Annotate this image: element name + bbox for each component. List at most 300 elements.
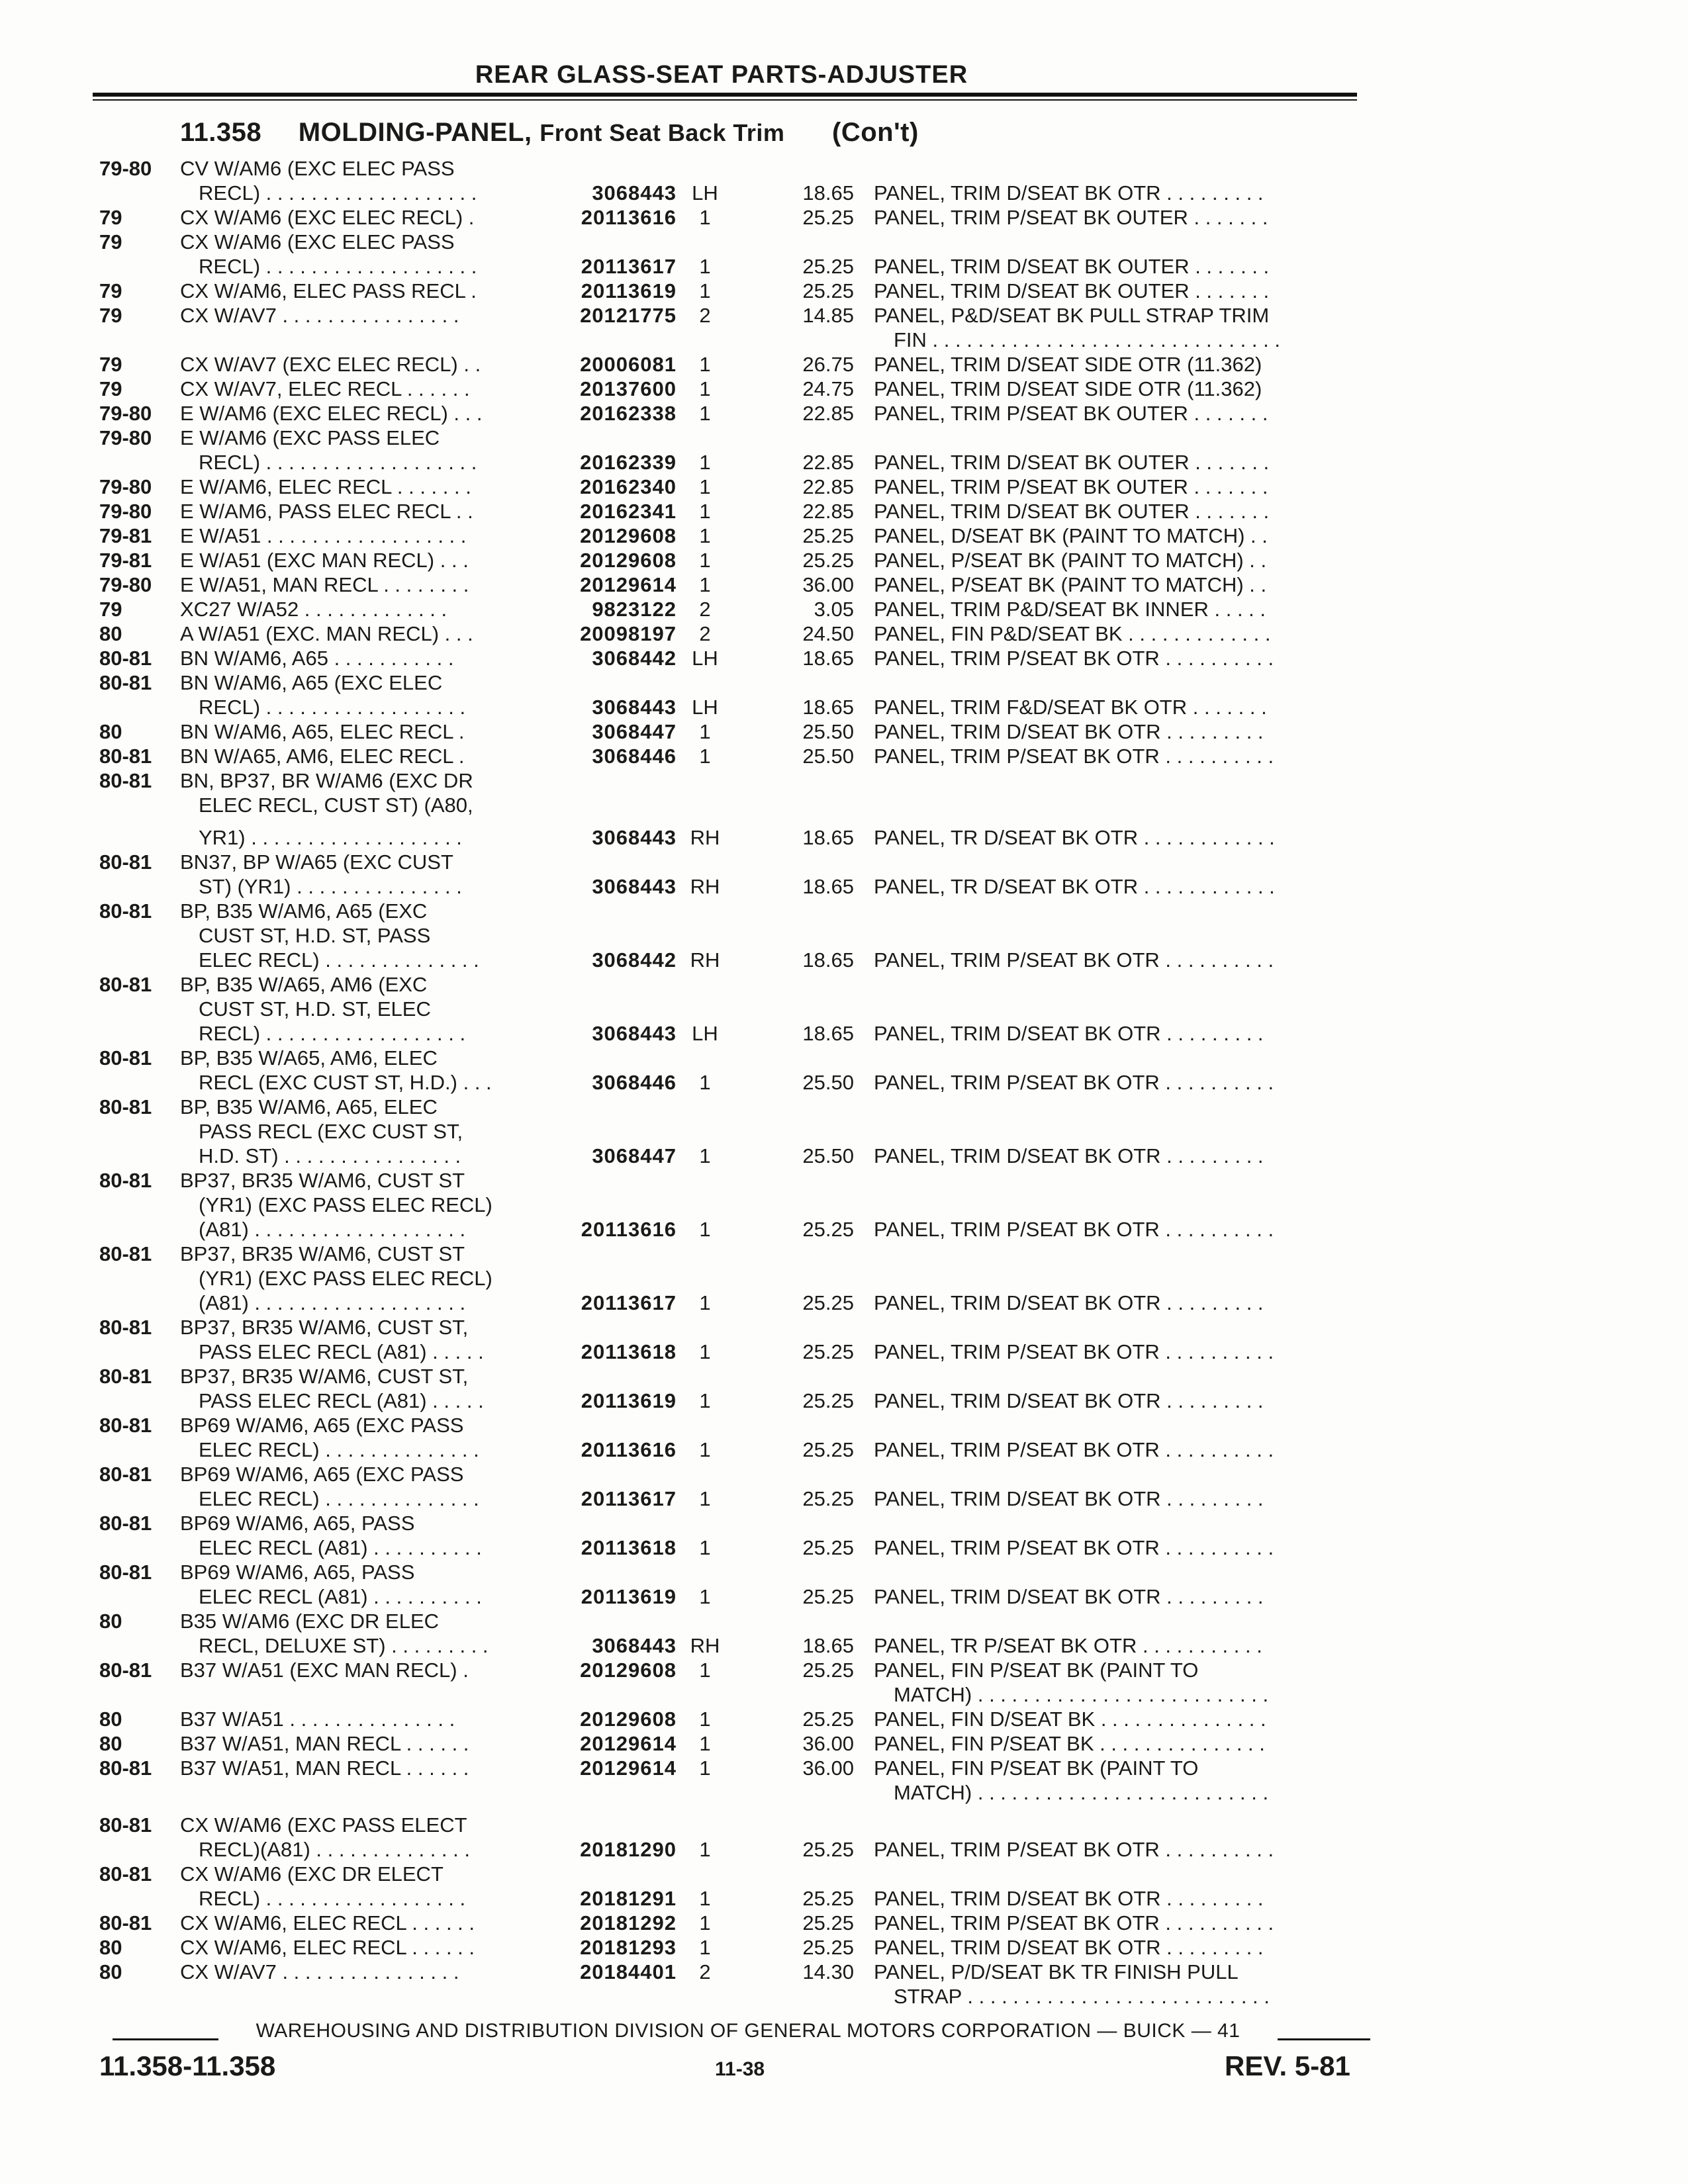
usage-description-cell: RECL, DELUXE ST) . . . . . . . . . (199, 1634, 489, 1657)
table-row (0, 475, 1688, 499)
part-number-cell: 20129614 (580, 1756, 677, 1780)
model-year-cell: 79 (99, 377, 122, 400)
table-row (0, 1070, 1688, 1095)
part-name-cell: PANEL, TRIM P/SEAT BK OTR . . . . . . . . . . (874, 1071, 1274, 1094)
table-row (0, 1731, 1688, 1756)
part-number-cell: 20113618 (581, 1340, 677, 1363)
usage-description-cell: CV W/AM6 (EXC ELEC PASS (180, 157, 455, 180)
model-year-cell: 80-81 (99, 671, 152, 694)
usage-description-cell: CUST ST, H.D. ST, ELEC (199, 997, 431, 1021)
table-row (0, 1633, 1688, 1658)
part-name-cell: PANEL, FIN P/SEAT BK (PAINT TO (874, 1659, 1199, 1682)
model-year-cell: 80-81 (99, 1046, 152, 1069)
quantity-cell: 1 (699, 1936, 711, 1959)
part-number-cell: 20129614 (580, 573, 677, 596)
usage-description-cell: BN W/AM6, A65 . . . . . . . . . . . (180, 647, 454, 670)
model-year-cell: 79 (99, 304, 122, 327)
usage-description-cell: ELEC RECL) . . . . . . . . . . . . . . (199, 948, 479, 972)
table-row (0, 1682, 1688, 1707)
part-name-cell: PANEL, TRIM P/SEAT BK OTR . . . . . . . . . . (874, 745, 1274, 768)
model-year-cell: 80 (99, 720, 122, 743)
part-number-cell: 20181290 (580, 1838, 677, 1861)
part-name-cell: PANEL, TRIM D/SEAT BK OTR . . . . . . . . . (874, 1887, 1264, 1910)
price-cell: 22.85 (802, 451, 854, 474)
footer-section-range: 11.358-11.358 (99, 2050, 276, 2081)
quantity-cell: 1 (699, 1659, 711, 1682)
model-year-cell: 80-81 (99, 769, 152, 792)
model-year-cell: 79-80 (99, 426, 152, 449)
table-row (0, 899, 1688, 923)
model-year-cell: 79-80 (99, 157, 152, 180)
model-year-cell: 79 (99, 206, 122, 229)
usage-description-cell: CX W/AM6 (EXC DR ELECT (180, 1862, 444, 1886)
table-row (0, 1291, 1688, 1315)
part-number-cell: 3068442 (592, 647, 677, 670)
usage-description-cell: BN37, BP W/A65 (EXC CUST (180, 850, 453, 874)
part-name-cell: PANEL, FIN P&D/SEAT BK . . . . . . . . . . . . . (874, 622, 1271, 645)
table-row (0, 572, 1688, 597)
usage-description-cell: PASS RECL (EXC CUST ST, (199, 1120, 463, 1143)
part-name-cell: PANEL, TRIM P/SEAT BK OTR . . . . . . . . . . (874, 1911, 1274, 1934)
price-cell: 36.00 (802, 1756, 854, 1780)
table-row (0, 181, 1688, 205)
part-number-cell: 20113616 (581, 1218, 677, 1241)
table-row (0, 1560, 1688, 1584)
part-number-cell: 3068446 (592, 1071, 677, 1094)
price-cell: 18.65 (802, 826, 854, 849)
price-cell: 22.85 (802, 402, 854, 425)
table-row (0, 1911, 1688, 1935)
table-row (0, 1862, 1688, 1886)
part-number-cell: 20098197 (580, 622, 677, 645)
quantity-cell: 1 (699, 745, 711, 768)
price-cell: 25.25 (802, 279, 854, 302)
model-year-cell: 80-81 (99, 1242, 152, 1265)
part-name-cell: PANEL, FIN P/SEAT BK . . . . . . . . . . . . . . . (874, 1732, 1265, 1755)
table-row (0, 744, 1688, 768)
part-name-cell: PANEL, D/SEAT BK (PAINT TO MATCH) . . (874, 524, 1268, 547)
price-cell: 36.00 (802, 573, 854, 596)
table-row (0, 825, 1688, 850)
usage-description-cell: RECL) . . . . . . . . . . . . . . . . . . . (199, 255, 477, 278)
part-number-cell: 3068443 (592, 696, 677, 719)
part-name-cell: PANEL, TRIM D/SEAT BK OTR . . . . . . . . . (874, 1022, 1264, 1045)
part-number-cell: 3068443 (592, 875, 677, 898)
price-cell: 22.85 (802, 475, 854, 498)
part-number-cell: 20113618 (581, 1536, 677, 1559)
part-name-cell: MATCH) . . . . . . . . . . . . . . . . . . . . . . . . . . (894, 1781, 1269, 1804)
part-name-cell: PANEL, P/SEAT BK (PAINT TO MATCH) . . (874, 549, 1267, 572)
usage-description-cell: BP, B35 W/A65, AM6, ELEC (180, 1046, 438, 1069)
part-name-cell: PANEL, FIN P/SEAT BK (PAINT TO (874, 1756, 1199, 1780)
quantity-cell: 1 (699, 353, 711, 376)
part-number-cell: 20113617 (581, 1291, 677, 1314)
usage-description-cell: BP69 W/AM6, A65, PASS (180, 1512, 415, 1535)
part-number-cell: 20181291 (580, 1887, 677, 1910)
model-year-cell: 80 (99, 1610, 122, 1633)
quantity-cell: 2 (699, 622, 711, 645)
part-name-cell: MATCH) . . . . . . . . . . . . . . . . . . . . . . . . . . (894, 1683, 1269, 1706)
model-year-cell: 79-81 (99, 549, 152, 572)
page-header-title: REAR GLASS-SEAT PARTS-ADJUSTER (475, 61, 968, 89)
quantity-cell: RH (690, 1634, 720, 1657)
table-row (0, 1021, 1688, 1046)
part-number-cell: 3068443 (592, 826, 677, 849)
footer-revision: REV. 5-81 (1225, 2050, 1350, 2081)
part-number-cell: 20162341 (580, 500, 677, 523)
part-number-cell: 20113619 (581, 279, 677, 302)
table-row (0, 1168, 1688, 1193)
usage-description-cell: CX W/AM6 (EXC ELEC PASS (180, 230, 455, 253)
price-cell: 25.50 (802, 720, 854, 743)
usage-description-cell: BN W/AM6, A65, ELEC RECL . (180, 720, 465, 743)
part-number-cell: 20113619 (581, 1389, 677, 1412)
price-cell: 25.25 (802, 206, 854, 229)
usage-description-cell: PASS ELEC RECL (A81) . . . . . (199, 1389, 484, 1412)
usage-description-cell: A W/A51 (EXC. MAN RECL) . . . (180, 622, 473, 645)
table-row (0, 1046, 1688, 1070)
table-row (0, 1609, 1688, 1633)
part-name-cell: PANEL, TRIM D/SEAT BK OUTER . . . . . . . (874, 451, 1270, 474)
usage-description-cell: CX W/AM6 (EXC PASS ELECT (180, 1813, 467, 1837)
usage-description-cell: CX W/AM6, ELEC RECL . . . . . . (180, 1911, 475, 1934)
quantity-cell: 1 (699, 377, 711, 400)
price-cell: 25.25 (802, 1936, 854, 1959)
usage-description-cell: (A81) . . . . . . . . . . . . . . . . . . . (199, 1291, 466, 1314)
price-cell: 25.50 (802, 1071, 854, 1094)
part-number-cell: 3068442 (592, 948, 677, 972)
table-row (0, 548, 1688, 572)
part-name-cell: STRAP . . . . . . . . . . . . . . . . . . . . . . . . . . . (894, 1985, 1270, 2008)
table-row (0, 768, 1688, 793)
model-year-cell: 80 (99, 1732, 122, 1755)
part-name-cell: PANEL, TRIM D/SEAT BK OTR . . . . . . . . . (874, 720, 1264, 743)
table-row (0, 1935, 1688, 1960)
model-year-cell: 80 (99, 1707, 122, 1731)
quantity-cell: 1 (699, 524, 711, 547)
part-number-cell: 20121775 (580, 304, 677, 327)
part-number-cell: 3068447 (592, 1144, 677, 1167)
model-year-cell: 80 (99, 622, 122, 645)
price-cell: 25.50 (802, 1144, 854, 1167)
table-row (0, 1462, 1688, 1486)
part-number-cell: 20113617 (581, 255, 677, 278)
price-cell: 14.30 (802, 1960, 854, 1983)
model-year-cell: 80-81 (99, 1095, 152, 1118)
part-name-cell: PANEL, TRIM D/SEAT BK OUTER . . . . . . . (874, 500, 1270, 523)
table-row (0, 997, 1688, 1021)
price-cell: 3.05 (814, 598, 854, 621)
table-row (0, 156, 1688, 181)
quantity-cell: 1 (699, 1144, 711, 1167)
table-row (0, 1437, 1688, 1462)
usage-description-cell: B37 W/A51 (EXC MAN RECL) . (180, 1659, 469, 1682)
table-row (0, 1242, 1688, 1266)
table-row (0, 1535, 1688, 1560)
quantity-cell: LH (692, 181, 718, 205)
quantity-cell: RH (690, 826, 720, 849)
table-row (0, 850, 1688, 874)
price-cell: 25.25 (802, 1536, 854, 1559)
part-number-cell: 3068446 (592, 745, 677, 768)
part-name-cell: PANEL, TRIM D/SEAT BK OTR . . . . . . . . . (874, 1291, 1264, 1314)
usage-description-cell: BP37, BR35 W/AM6, CUST ST, (180, 1316, 469, 1339)
table-row (0, 1813, 1688, 1837)
table-row (0, 1388, 1688, 1413)
quantity-cell: 1 (699, 549, 711, 572)
usage-description-cell: RECL)(A81) . . . . . . . . . . . . . . (199, 1838, 470, 1861)
table-row (0, 1584, 1688, 1609)
usage-description-cell: CUST ST, H.D. ST, PASS (199, 924, 431, 947)
part-name-cell: PANEL, TRIM D/SEAT BK OTR . . . . . . . . . (874, 1389, 1264, 1412)
model-year-cell: 79 (99, 230, 122, 253)
table-row (0, 597, 1688, 621)
part-number-cell: 3068447 (592, 720, 677, 743)
usage-description-cell: CX W/AV7 . . . . . . . . . . . . . . . . (180, 304, 459, 327)
part-number-cell: 20113616 (581, 206, 677, 229)
usage-description-cell: B37 W/A51, MAN RECL . . . . . . (180, 1756, 469, 1780)
model-year-cell: 79 (99, 353, 122, 376)
table-row (0, 279, 1688, 303)
quantity-cell: 1 (699, 206, 711, 229)
part-name-cell: PANEL, TR D/SEAT BK OTR . . . . . . . . . . . . (874, 875, 1275, 898)
section-name: MOLDING-PANEL, (298, 118, 532, 147)
section-number: 11.358 (180, 118, 262, 147)
model-year-cell: 79-80 (99, 402, 152, 425)
price-cell: 25.25 (802, 1487, 854, 1510)
usage-description-cell: RECL) . . . . . . . . . . . . . . . . . . (199, 696, 466, 719)
table-row (0, 1707, 1688, 1731)
price-cell: 25.25 (802, 1340, 854, 1363)
usage-description-cell: XC27 W/A52 . . . . . . . . . . . . . (180, 598, 447, 621)
part-number-cell: 20181293 (580, 1936, 677, 1959)
part-name-cell: PANEL, TRIM D/SEAT BK OUTER . . . . . . . (874, 279, 1270, 302)
part-name-cell: PANEL, TRIM D/SEAT BK OTR . . . . . . . . . (874, 1585, 1264, 1608)
table-row (0, 230, 1688, 254)
model-year-cell: 80-81 (99, 1414, 152, 1437)
parts-list (0, 156, 1688, 2009)
price-cell: 14.85 (802, 304, 854, 327)
quantity-cell: 1 (699, 1732, 711, 1755)
quantity-cell: 1 (699, 573, 711, 596)
usage-description-cell: BP69 W/AM6, A65 (EXC PASS (180, 1414, 464, 1437)
model-year-cell: 79 (99, 598, 122, 621)
price-cell: 18.65 (802, 948, 854, 972)
header-rule-thin (93, 99, 1357, 101)
model-year-cell: 79-80 (99, 500, 152, 523)
table-row (0, 1340, 1688, 1364)
part-name-cell: PANEL, TRIM F&D/SEAT BK OTR . . . . . . . (874, 696, 1267, 719)
usage-description-cell: E W/AM6, ELEC RECL . . . . . . . (180, 475, 471, 498)
part-name-cell: PANEL, TRIM D/SEAT BK OTR . . . . . . . . . (874, 181, 1264, 205)
part-name-cell: PANEL, TRIM D/SEAT BK OTR . . . . . . . . . (874, 1936, 1264, 1959)
usage-description-cell: E W/AM6, PASS ELEC RECL . . (180, 500, 473, 523)
usage-description-cell: ELEC RECL (A81) . . . . . . . . . . (199, 1536, 482, 1559)
part-number-cell: 20184401 (580, 1960, 677, 1983)
price-cell: 24.75 (802, 377, 854, 400)
table-row (0, 695, 1688, 719)
usage-description-cell: RECL) . . . . . . . . . . . . . . . . . . (199, 1887, 466, 1910)
usage-description-cell: BN, BP37, BR W/AM6 (EXC DR (180, 769, 473, 792)
part-name-cell: PANEL, TRIM D/SEAT BK OUTER . . . . . . . (874, 255, 1270, 278)
part-name-cell: PANEL, TR D/SEAT BK OTR . . . . . . . . . . . . (874, 826, 1275, 849)
quantity-cell: 1 (699, 1340, 711, 1363)
price-cell: 25.25 (802, 1291, 854, 1314)
part-name-cell: PANEL, TRIM P/SEAT BK OUTER . . . . . . . (874, 206, 1268, 229)
table-row (0, 923, 1688, 948)
quantity-cell: 1 (699, 1438, 711, 1461)
table-row (0, 793, 1688, 817)
usage-description-cell: BP69 W/AM6, A65 (EXC PASS (180, 1463, 464, 1486)
table-row (0, 1756, 1688, 1780)
quantity-cell: 1 (699, 1756, 711, 1780)
table-row (0, 1193, 1688, 1217)
model-year-cell: 79-80 (99, 475, 152, 498)
quantity-cell: 1 (699, 720, 711, 743)
part-number-cell: 20162338 (580, 402, 677, 425)
quantity-cell: 1 (699, 451, 711, 474)
quantity-cell: 1 (699, 1071, 711, 1094)
part-number-cell: 3068443 (592, 1022, 677, 1045)
model-year-cell: 80-81 (99, 1862, 152, 1886)
price-cell: 25.25 (802, 1707, 854, 1731)
table-row (0, 352, 1688, 377)
table-row (0, 972, 1688, 997)
quantity-cell: 1 (699, 1487, 711, 1510)
price-cell: 25.25 (802, 1659, 854, 1682)
part-number-cell: 20162340 (580, 475, 677, 498)
section-title (180, 118, 919, 148)
table-row (0, 1658, 1688, 1682)
quantity-cell: 1 (699, 475, 711, 498)
table-row (0, 377, 1688, 401)
price-cell: 18.65 (802, 647, 854, 670)
footer-page-number: 11-38 (715, 2058, 765, 2080)
header-rule (93, 93, 1357, 97)
part-name-cell: PANEL, P&D/SEAT BK PULL STRAP TRIM (874, 304, 1270, 327)
usage-description-cell: PASS ELEC RECL (A81) . . . . . (199, 1340, 484, 1363)
quantity-cell: 1 (699, 1291, 711, 1314)
model-year-cell: 80-81 (99, 1316, 152, 1339)
price-cell: 25.25 (802, 1911, 854, 1934)
table-row (0, 1095, 1688, 1119)
part-number-cell: 20129608 (580, 549, 677, 572)
part-number-cell: 20181292 (580, 1911, 677, 1934)
part-number-cell: 3068443 (592, 181, 677, 205)
quantity-cell: RH (690, 875, 720, 898)
table-row (0, 523, 1688, 548)
part-name-cell: PANEL, TRIM P&D/SEAT BK INNER . . . . . (874, 598, 1266, 621)
model-year-cell: 80-81 (99, 647, 152, 670)
price-cell: 24.50 (802, 622, 854, 645)
usage-description-cell: ELEC RECL, CUST ST) (A80, (199, 794, 473, 817)
model-year-cell: 79 (99, 279, 122, 302)
usage-description-cell: CX W/AV7 (EXC ELEC RECL) . . (180, 353, 481, 376)
price-cell: 18.65 (802, 875, 854, 898)
part-name-cell: PANEL, TRIM P/SEAT BK OTR . . . . . . . . . . (874, 647, 1274, 670)
part-name-cell: PANEL, TR P/SEAT BK OTR . . . . . . . . . . . (874, 1634, 1262, 1657)
quantity-cell: 1 (699, 1707, 711, 1731)
part-name-cell: FIN . . . . . . . . . . . . . . . . . . . . . . . . . . . . . . . (894, 328, 1280, 351)
table-row (0, 328, 1688, 352)
part-name-cell: PANEL, TRIM P/SEAT BK OUTER . . . . . . . (874, 475, 1268, 498)
price-cell: 18.65 (802, 696, 854, 719)
usage-description-cell: E W/A51, MAN RECL . . . . . . . . (180, 573, 469, 596)
usage-description-cell: BP69 W/AM6, A65, PASS (180, 1561, 415, 1584)
model-year-cell: 80-81 (99, 1813, 152, 1837)
part-name-cell: PANEL, TRIM P/SEAT BK OTR . . . . . . . . . . (874, 1218, 1274, 1241)
price-cell: 25.25 (802, 1585, 854, 1608)
quantity-cell: 1 (699, 1218, 711, 1241)
table-row (0, 1144, 1688, 1168)
table-row (0, 254, 1688, 279)
usage-description-cell: BN W/AM6, A65 (EXC ELEC (180, 671, 443, 694)
usage-description-cell: (A81) . . . . . . . . . . . . . . . . . . . (199, 1218, 466, 1241)
table-row (0, 499, 1688, 523)
table-row (0, 1413, 1688, 1437)
part-name-cell: PANEL, TRIM P/SEAT BK OUTER . . . . . . . (874, 402, 1268, 425)
model-year-cell: 80 (99, 1936, 122, 1959)
usage-description-cell: B37 W/A51 . . . . . . . . . . . . . . . (180, 1707, 455, 1731)
price-cell: 22.85 (802, 500, 854, 523)
model-year-cell: 80-81 (99, 899, 152, 923)
part-name-cell: PANEL, TRIM D/SEAT BK OTR . . . . . . . . . (874, 1487, 1264, 1510)
part-number-cell: 20113617 (581, 1487, 677, 1510)
model-year-cell: 80-81 (99, 1463, 152, 1486)
price-cell: 18.65 (802, 1022, 854, 1045)
price-cell: 25.50 (802, 745, 854, 768)
quantity-cell: RH (690, 948, 720, 972)
quantity-cell: 1 (699, 1536, 711, 1559)
usage-description-cell: BP, B35 W/A65, AM6 (EXC (180, 973, 428, 996)
table-row (0, 1886, 1688, 1911)
part-number-cell: 20006081 (580, 353, 677, 376)
price-cell: 25.25 (802, 549, 854, 572)
part-number-cell: 20129614 (580, 1732, 677, 1755)
continued-label: (Con't) (832, 118, 919, 147)
part-number-cell: 9823122 (592, 598, 677, 621)
price-cell: 25.25 (802, 1887, 854, 1910)
model-year-cell: 79-80 (99, 573, 152, 596)
table-row (0, 426, 1688, 450)
footer-rule-left (113, 2038, 218, 2040)
quantity-cell: LH (692, 1022, 718, 1045)
model-year-cell: 80-81 (99, 1911, 152, 1934)
footer-division: WAREHOUSING AND DISTRIBUTION DIVISION OF GENERAL MOTORS CORPORATION — BUICK — 41 (256, 2020, 1241, 2042)
usage-description-cell: B35 W/AM6 (EXC DR ELEC (180, 1610, 440, 1633)
part-number-cell: 20129608 (580, 1659, 677, 1682)
part-name-cell: PANEL, TRIM P/SEAT BK OTR . . . . . . . . . . (874, 1340, 1274, 1363)
price-cell: 36.00 (802, 1732, 854, 1755)
model-year-cell: 80-81 (99, 1169, 152, 1192)
table-row (0, 621, 1688, 646)
usage-description-cell: BP, B35 W/AM6, A65 (EXC (180, 899, 428, 923)
usage-description-cell: ELEC RECL (A81) . . . . . . . . . . (199, 1585, 482, 1608)
part-number-cell: 20129608 (580, 524, 677, 547)
usage-description-cell: BP37, BR35 W/AM6, CUST ST, (180, 1365, 469, 1388)
usage-description-cell: ELEC RECL) . . . . . . . . . . . . . . (199, 1487, 479, 1510)
usage-description-cell: CX W/AM6, ELEC RECL . . . . . . (180, 1936, 475, 1959)
model-year-cell: 80-81 (99, 745, 152, 768)
quantity-cell: LH (692, 647, 718, 670)
table-row (0, 1315, 1688, 1340)
part-number-cell: 20129608 (580, 1707, 677, 1731)
usage-description-cell: H.D. ST) . . . . . . . . . . . . . . . . (199, 1144, 461, 1167)
quantity-cell: 1 (699, 1887, 711, 1910)
table-row (0, 948, 1688, 972)
table-row (0, 1486, 1688, 1511)
table-row (0, 401, 1688, 426)
